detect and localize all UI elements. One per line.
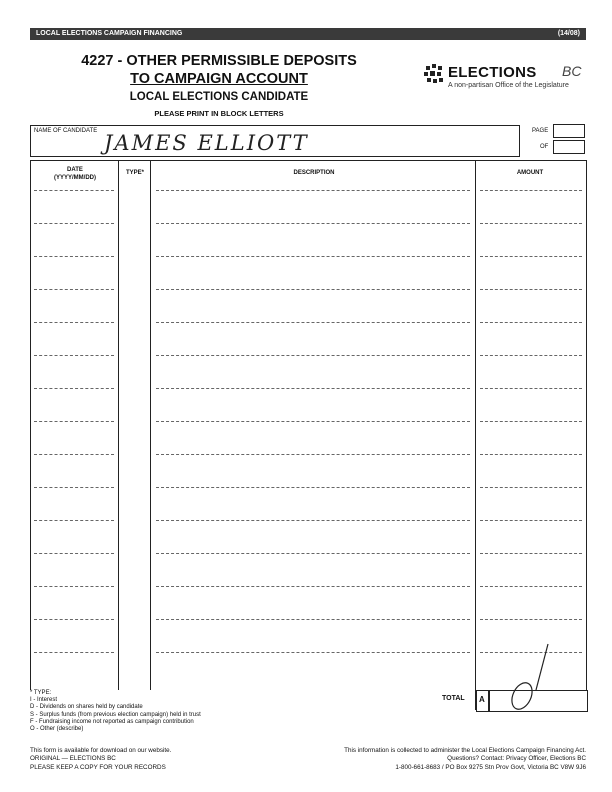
logo-tagline: A non-partisan Office of the Legislature <box>448 82 569 89</box>
amount-entry-line[interactable] <box>480 487 582 488</box>
description-amount-divider <box>475 160 476 710</box>
description-column-header: DESCRIPTION <box>293 170 335 176</box>
amount-entry-line[interactable] <box>480 586 582 587</box>
description-entry-line[interactable] <box>156 223 470 224</box>
logo-suffix: BC <box>562 63 582 79</box>
amount-column-header: AMOUNT <box>516 170 544 176</box>
keep-copy-note: PLEASE KEEP A COPY FOR YOUR RECORDS <box>30 763 166 771</box>
page-total-field[interactable] <box>553 140 585 154</box>
form-subtitle: LOCAL ELECTIONS CANDIDATE <box>129 91 309 103</box>
description-entry-line[interactable] <box>156 652 470 653</box>
privacy-contact: Questions? Contact: Privacy Officer, Elections BC <box>447 755 586 763</box>
description-entry-line[interactable] <box>156 586 470 587</box>
date-column-header: DATE <box>67 167 83 173</box>
type-interest: I - Interest <box>30 697 58 704</box>
date-entry-line[interactable] <box>34 322 114 323</box>
date-entry-line[interactable] <box>34 586 114 587</box>
privacy-statement: This information is collected to administer the Local Elections Campaign Financing Act. <box>344 747 586 754</box>
form-version-label: (14/08) <box>557 30 580 37</box>
description-entry-line[interactable] <box>156 388 470 389</box>
table-top-rule <box>30 160 586 161</box>
description-entry-line[interactable] <box>156 520 470 521</box>
page-number-field[interactable] <box>553 124 585 138</box>
description-entry-line[interactable] <box>156 256 470 257</box>
type-other: O - Other (describe) <box>30 726 84 733</box>
download-note: This form is available for download on our website. <box>30 747 172 754</box>
print-instruction: PLEASE PRINT IN BLOCK LETTERS <box>154 109 284 118</box>
elections-bc-logo-icon <box>424 64 446 84</box>
amount-entry-line[interactable] <box>480 223 582 224</box>
form-header-bar <box>30 28 586 40</box>
date-entry-line[interactable] <box>34 355 114 356</box>
table-left-rule <box>30 160 31 690</box>
footer-right <box>290 747 586 772</box>
page-label: PAGE <box>532 128 549 134</box>
type-column-header: TYPE* <box>125 170 144 176</box>
handwritten-zero-mark <box>500 640 560 715</box>
type-dividends: D - Dividends on shares held by candidate <box>30 704 143 711</box>
description-entry-line[interactable] <box>156 190 470 191</box>
form-series-label: LOCAL ELECTIONS CAMPAIGN FINANCING <box>36 30 183 37</box>
date-entry-line[interactable] <box>34 289 114 290</box>
total-label: TOTAL <box>442 695 465 702</box>
date-entry-line[interactable] <box>34 223 114 224</box>
type-fundraising: F - Fundraising income not reported as campaign contribution <box>30 718 194 725</box>
date-type-divider <box>118 160 119 690</box>
amount-entry-line[interactable] <box>480 421 582 422</box>
amount-entry-line[interactable] <box>480 289 582 290</box>
description-entry-line[interactable] <box>156 487 470 488</box>
date-entry-line[interactable] <box>34 190 114 191</box>
description-entry-line[interactable] <box>156 322 470 323</box>
date-entry-line[interactable] <box>34 388 114 389</box>
amount-entry-line[interactable] <box>480 388 582 389</box>
original-copy-note: ORIGINAL — ELECTIONS BC <box>30 755 116 763</box>
description-entry-line[interactable] <box>156 454 470 455</box>
date-entry-line[interactable] <box>34 553 114 554</box>
candidate-name-value: JAMES ELLIOTT <box>104 131 309 155</box>
type-legend-heading: * TYPE: <box>30 690 52 696</box>
type-description-divider <box>150 160 151 690</box>
date-entry-line[interactable] <box>34 256 114 257</box>
amount-entry-line[interactable] <box>480 553 582 554</box>
date-entry-line[interactable] <box>34 487 114 488</box>
footer-left <box>30 747 270 772</box>
description-entry-line[interactable] <box>156 553 470 554</box>
description-entry-line[interactable] <box>156 421 470 422</box>
description-entry-line[interactable] <box>156 355 470 356</box>
description-entry-line[interactable] <box>156 289 470 290</box>
page-of-label: OF <box>540 144 549 150</box>
logo-wordmark: ELECTIONS <box>448 64 537 81</box>
table-right-rule <box>586 160 587 690</box>
amount-entry-line[interactable] <box>480 355 582 356</box>
amount-entry-line[interactable] <box>480 454 582 455</box>
date-entry-line[interactable] <box>34 520 114 521</box>
form-title-line1: 4227 - OTHER PERMISSIBLE DEPOSITS <box>81 53 357 69</box>
date-entry-line[interactable] <box>34 652 114 653</box>
date-entry-line[interactable] <box>34 619 114 620</box>
amount-entry-line[interactable] <box>480 322 582 323</box>
type-legend <box>30 690 260 733</box>
amount-entry-line[interactable] <box>480 256 582 257</box>
total-box-letter: A <box>479 695 485 704</box>
amount-entry-line[interactable] <box>480 619 582 620</box>
date-entry-line[interactable] <box>34 421 114 422</box>
amount-entry-line[interactable] <box>480 520 582 521</box>
date-entry-line[interactable] <box>34 454 114 455</box>
form-title-line2: TO CAMPAIGN ACCOUNT <box>130 71 308 87</box>
type-surplus: S - Surplus funds (from previous election campaign) held in trust <box>30 711 201 718</box>
amount-entry-line[interactable] <box>480 190 582 191</box>
contact-address: 1-800-661-8683 / PO Box 9275 Stn Prov Govt, Victoria BC V8W 9J6 <box>395 763 586 771</box>
description-entry-line[interactable] <box>156 619 470 620</box>
candidate-name-label: NAME OF CANDIDATE <box>34 128 98 134</box>
date-format-hint: (YYYY/MM/DD) <box>54 175 96 181</box>
